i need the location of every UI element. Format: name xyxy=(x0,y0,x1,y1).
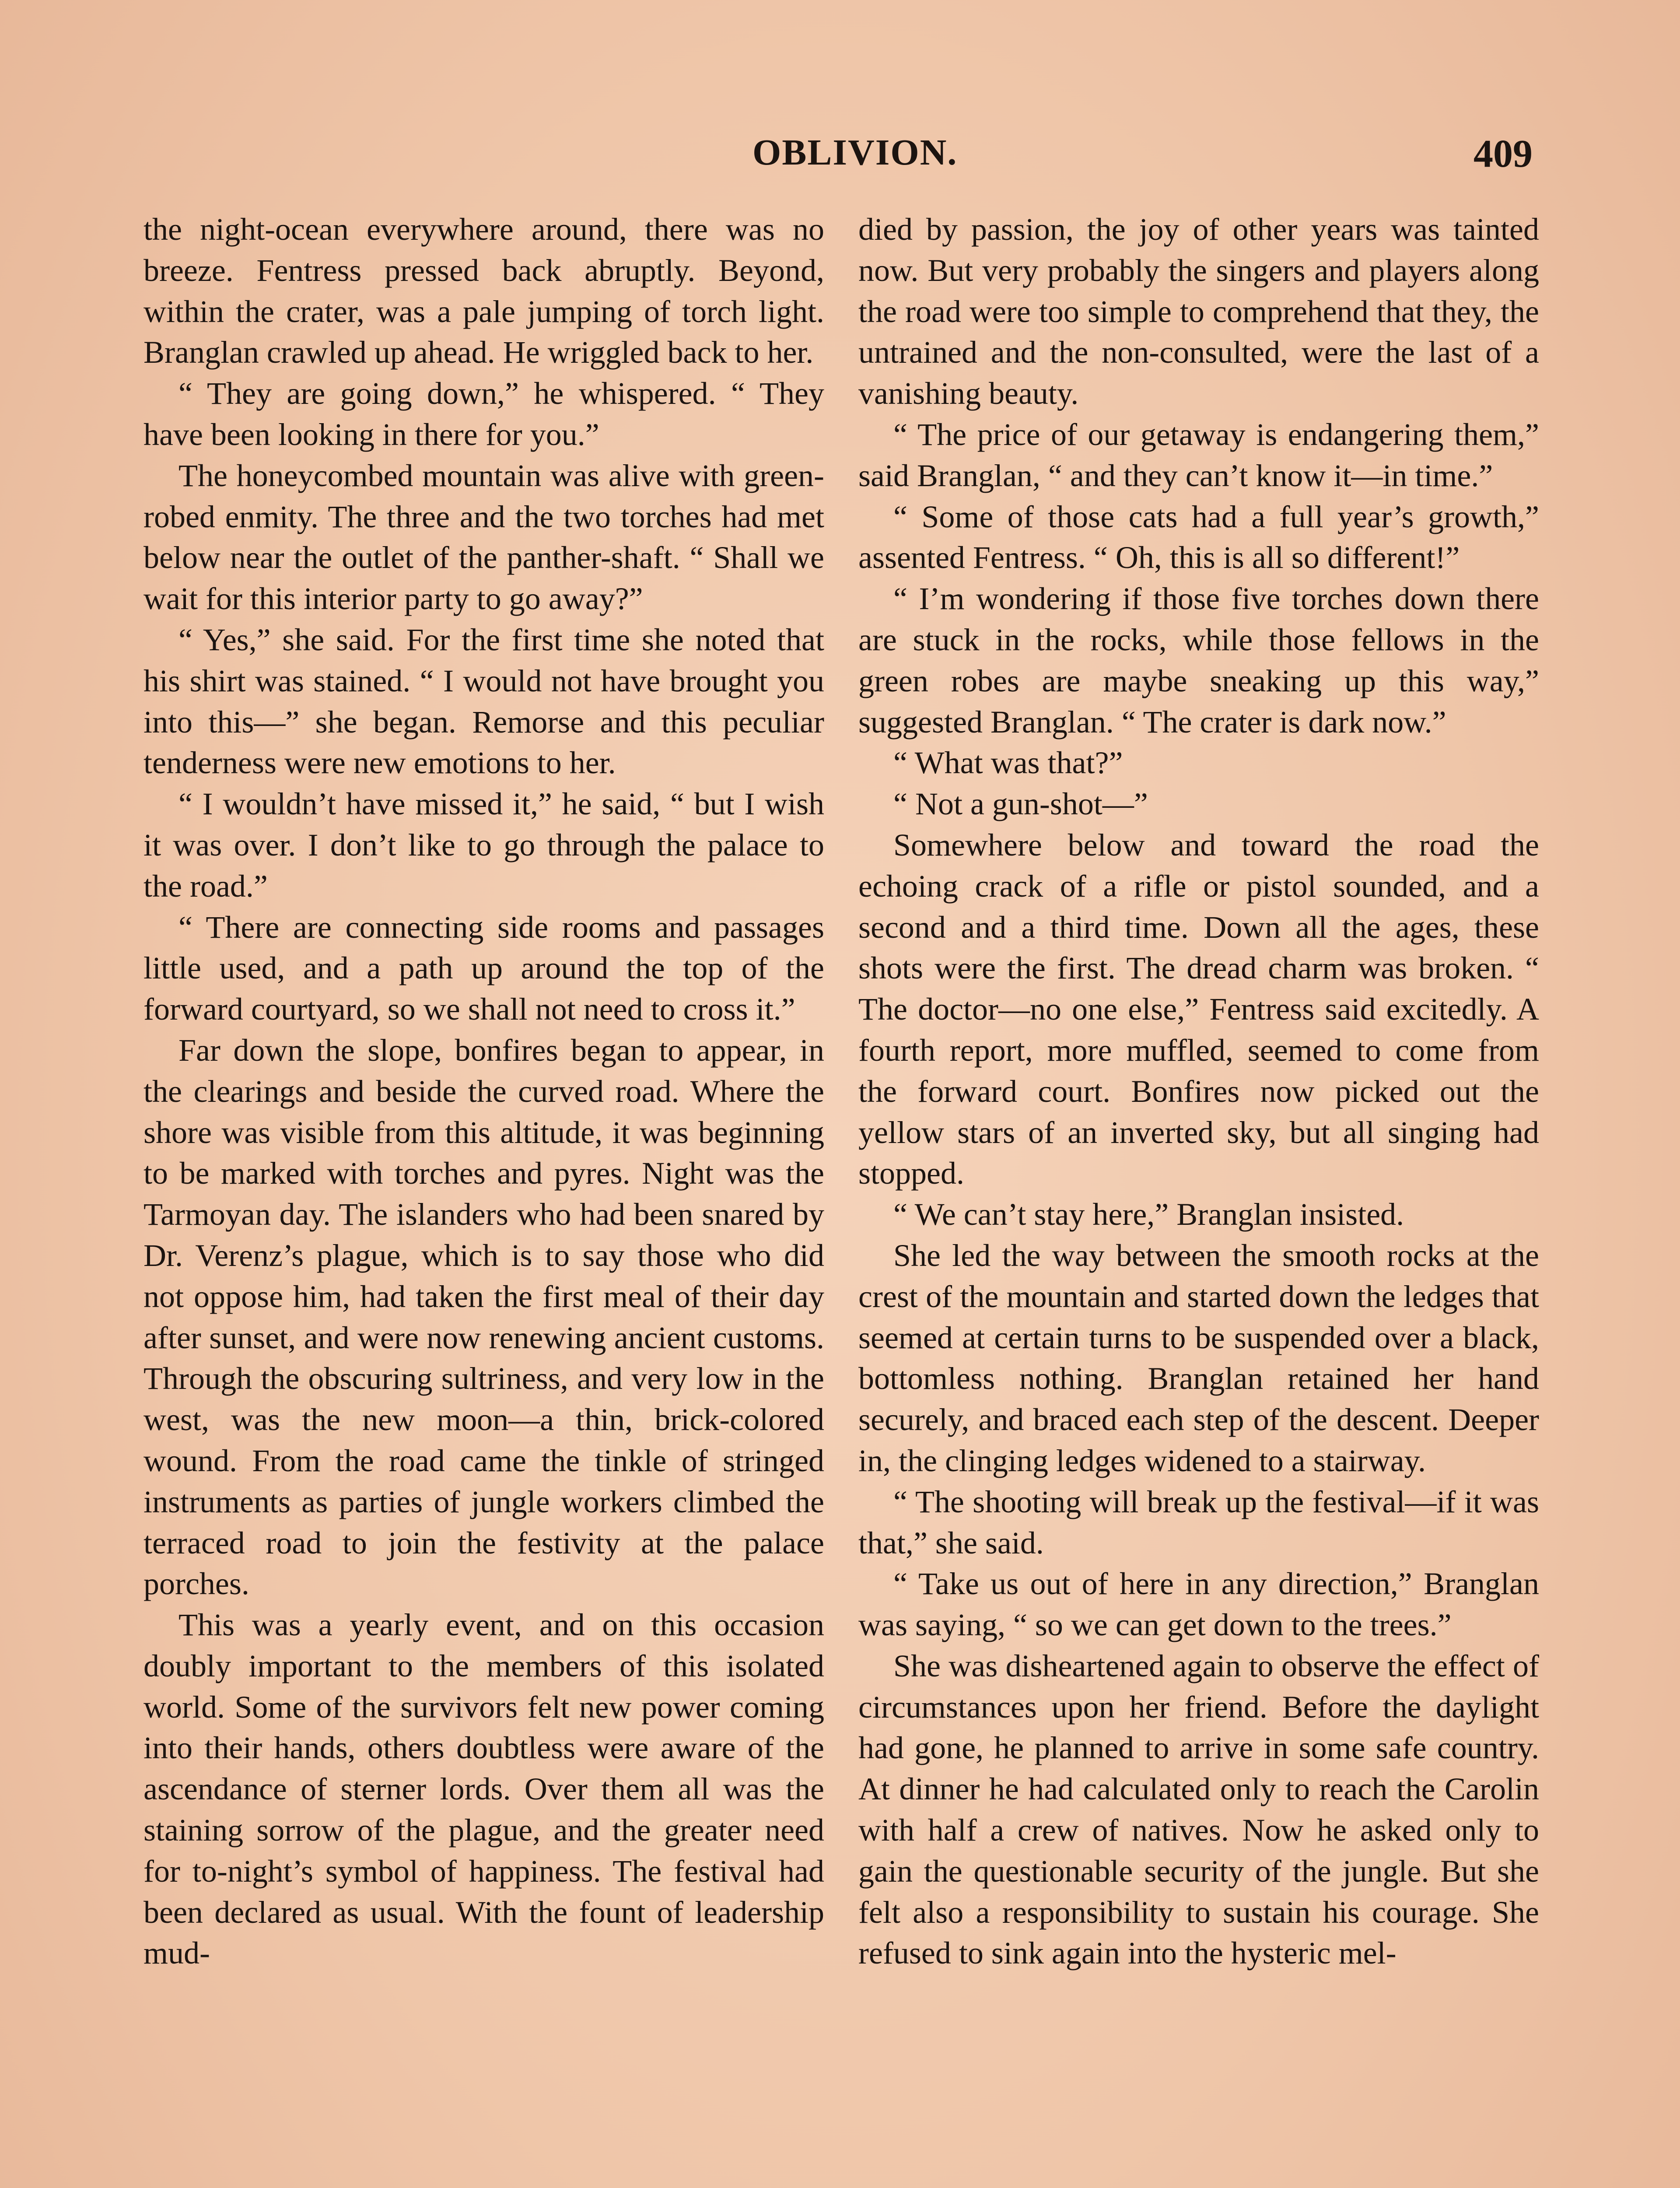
paragraph: “ There are connecting side rooms and passages little used, and a path up around the top of the forward courtyard, so we shall not need to cross it.” xyxy=(144,909,824,1027)
paragraph: “ They are going down,” he whispered. “ They have been looking in there for you.” xyxy=(144,376,824,452)
paragraph: “ Some of those cats had a full year’s growth,” assented Fentress. “ Oh, this is all so different!” xyxy=(858,499,1539,575)
paragraph: “ What was that?” xyxy=(893,745,1123,781)
page-number: 409 xyxy=(1474,132,1533,175)
paragraph: “ Take us out of here in any direction,” Branglan was saying, “ so we can get down to the trees.” xyxy=(858,1566,1539,1643)
paragraph: the night-ocean everywhere around, there was no breeze. Fentress pressed back abruptly. Beyond, within the crater, was a pale jumping of torch light. Branglan crawled up ahead. He wriggled back to her. xyxy=(144,212,824,370)
paragraph: She was disheartened again to observe the effect of circumstances upon her friend. Before the daylight had gone, he planned to arrive in some safe country. At dinner he had calculated only to reach the Carolin with half a crew of natives. Now he asked only to gain the questionable security of the jungle. But she felt also a responsibility to sustain his courage. She refused to sink again into the hysteric mel- xyxy=(858,1648,1539,1971)
paragraph: Somewhere below and toward the road the echoing crack of a rifle or pistol sounded, and a second and a third time. Down all the ages, these shots were the first. The dread charm was broken. “ The doctor—no one else,” Fentress said excitedly. A fourth report, more muffled, seemed to come from the forward court. Bonfires now picked out the yellow stars of an inverted sky, but all singing had stopped. xyxy=(858,827,1539,1191)
paragraph: “ Not a gun-shot—” xyxy=(893,786,1148,822)
paragraph: “ The price of our getaway is endangering them,” said Branglan, “ and they can’t know it—in time.” xyxy=(858,417,1539,493)
running-title: OBLIVION. xyxy=(752,132,958,173)
paragraph: Far down the slope, bonfires began to appear, in the clearings and beside the curved road. Where the shore was visible from this altitude, it was beginning to be marked with torches and pyres. Night was the Tarmoyan day. The islanders who had been snared by Dr. Verenz’s plague, which is to say those who did not oppose him, had taken the first meal of their day after sunset, and were now renewing ancient customs. Through the obscuring sultriness, and very low in the west, was the new moon—a thin, brick-colored wound. From the road came the tinkle of stringed instruments as parties of jungle workers climbed the terraced road to join the festivity at the palace porches. xyxy=(144,1032,824,1602)
paragraph: She led the way between the smooth rocks at the crest of the mountain and started down the ledges that seemed at certain turns to be suspended over a black, bottomless nothing. Branglan retained her hand securely, and braced each step of the descent. Deeper in, the clinging ledges widened to a stairway. xyxy=(858,1238,1539,1478)
paragraph: “ The shooting will break up the festival—if it was that,” she said. xyxy=(858,1484,1539,1560)
paragraph: “ I wouldn’t have missed it,” he said, “ but I wish it was over. I don’t like to go through the palace to the road.” xyxy=(144,786,824,904)
right-column xyxy=(858,209,1539,1974)
paragraph: This was a yearly event, and on this occasion doubly important to the members of this isolated world. Some of the survivors felt new power coming into their hands, others doubtless were aware of the ascendance of sterner lords. Over them all was the staining sorrow of the plague, and the greater need for to-night’s symbol of happiness. The festival had been declared as usual. With the fount of leadership mud- xyxy=(144,1607,824,1971)
left-column xyxy=(144,209,824,1974)
paragraph: “ Yes,” she said. For the first time she noted that his shirt was stained. “ I would not have brought you into this—” she began. Remorse and this peculiar tenderness were new emotions to her. xyxy=(144,622,824,781)
paragraph: died by passion, the joy of other years was tainted now. But very probably the singers and players along the road were too simple to comprehend that they, the untrained and the non-consulted, were the last of a vanishing beauty. xyxy=(858,212,1539,411)
paragraph: “ I’m wondering if those five torches down there are stuck in the rocks, while those fellows in the green robes are maybe sneaking up this way,” suggested Branglan. “ The crater is dark now.” xyxy=(858,581,1539,740)
paragraph: “ We can’t stay here,” Branglan insisted. xyxy=(893,1197,1404,1232)
paragraph: The honeycombed mountain was alive with green-robed enmity. The three and the two torches had met below near the outlet of the panther-shaft. “ Shall we wait for this interior party to go away?” xyxy=(144,458,824,617)
